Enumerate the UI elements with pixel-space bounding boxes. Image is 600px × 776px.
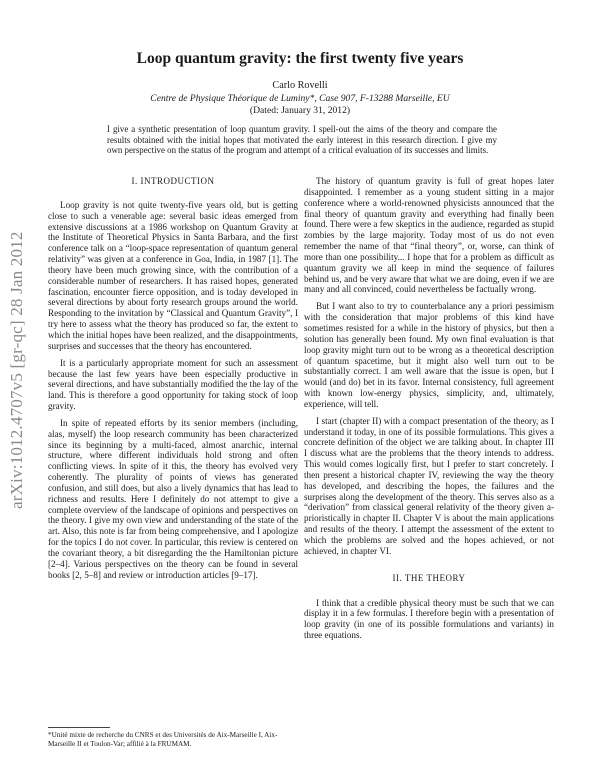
section-heading-introduction: I. INTRODUCTION	[131, 176, 215, 186]
intro-paragraph-5: But I want also to try to counterbalance any a priori pessimism with the consideration that major problems of this kind have sometimes resisted for a while in the history of physics, but then a solution has generally been found. My own final evaluation is that loop gravity might turn out to be wrong as a theoretical description of quantum spacetime, but it might also well turn out to be substantially correct. I am well aware that the issue is open, but I would (and do) bet in its favor. Internal consistency, full agreement with known low-energy physics, simplicity, and, ultimately, experience, will tell.	[304, 301, 554, 409]
intro-paragraph-1: Loop gravity is not quite twenty-five years old, but is getting close to such a venerable age: several basic ideas emerged from extensive discussions at a 1986 workshop on Quantum Gravity at the Institute of Theoretical Physics in Santa Barbara, and the first conference talk on a “loop-space representation of quantum general relativity” was given at a conference in Goa, India, in 1987 [1]. The theory have been much growing since, with the contribution of a considerable number of researchers. It has raised hopes, generated fascination, encounter fierce opposition, and is today developed in several directions by about forty research groups around the world. Responding to the invitation by “Classical and Quantum Gravity”, I try here to assess what the theory has produced so far, the extent to which the initial hopes have been realized, and the disappointments, surprises and successes that the theory has encountered.	[48, 199, 298, 351]
section-heading-theory: II. THE THEORY	[392, 572, 466, 583]
intro-paragraph-6: I start (chapter II) with a compact presentation of the theory, as I understand it today, in one of its possible formulations. This gives a concrete definition of the object we are talking about. In chapter III I discuss what are the problems that the theory intends to address. This would comes logically first, but I prefer to start concretely. I then present a historical chapter IV, reviewing the way the theory has developed, and describing the hopes, the failures and the surprises along the development of the theory. This serves also as a “derivation” from classical general relativity of the theory given a-prioristically in chapter II. Chapter V is about the main applications and results of the theory. I attempt the assessment of the extent to which the problems are solved and the hopes achieved, or not achieved, in chapter VI.	[304, 415, 554, 556]
author-affiliation: Centre de Physique Théorique de Luminy*, Case 907, F-13288 Marseille, EU	[150, 93, 450, 104]
theory-paragraph-1: I think that a credible physical theory must be such that we can display it in a few formulas. I therefore begin with a presentation of loop gravity (in one of its possible formulations and variants) in three equations.	[304, 597, 554, 641]
intro-paragraph-2: It is a particularly appropriate moment for such an assessment because the last few years have been especially productive in several directions, and have substantially modified the the lay of the land. This is therefore a good opportunity for taking stock of loop gravity.	[48, 357, 298, 412]
footnote: *Unité mixte de recherche du CNRS et des Universités de Aix-Marseille I, Aix-Marseille II et Toulon-Var; affilié à la FRUMAM.	[48, 731, 278, 748]
author-name: Carlo Rovelli	[272, 80, 328, 91]
paper-title: Loop quantum gravity: the first twenty five years	[136, 50, 464, 67]
right-column	[304, 176, 554, 647]
arxiv-identifier: arXiv:1012.4707v5 [gr-qc] 28 Jan 2012	[7, 231, 26, 509]
left-column	[48, 176, 298, 587]
abstract: I give a synthetic presentation of loop quantum gravity. I spell-out the aims of the theory and compare the results obtained with the initial hopes that motivated the early interest in this research direction. I give my own perspective on the status of the program and attempt of a critical evaluation of its successes and limits.	[107, 124, 497, 156]
footnote-divider	[48, 727, 110, 728]
intro-paragraph-4: The history of quantum gravity is full of great hopes later disappointed. I remember as a young student sitting in a major conference where a world-renowned physicists announced that the final theory of quantum gravity and everything had finally been found. There were a few skeptics in the audience, regarded as stupid zombies by the large majority. Today most of us do not even remember the name of that “final theory”, or, worse, can think of more than one possibility... I hope that for a problem as difficult as quantum gravity we all keep in mind the sequence of failures behind us, and be very aware that what we are doing, even if we are many and all convinced, could nevertheless be factually wrong.	[304, 176, 554, 295]
date-line: (Dated: January 31, 2012)	[249, 105, 351, 116]
intro-paragraph-3: In spite of repeated efforts by its senior members (including, alas, myself) the loop research community has been characterized since its beginning by a multi-faced, almost anarchic, internal structure, where different individuals hold strong and often conflicting views. In spite of it this, the theory has evolved very coherently. The plurality of points of views has generated confusion, and still does, but also a lively dynamics that has lead to richness and results. Here I definitely do not attempt to give a complete overview of the landscape of opinions and perspectives on the theory. I give my own view and understanding of the state of the art. Also, this note is far from being comprehensive, and I apologize for the topics I do not cover. In particular, this review is centered on the covariant theory, a bit disregarding the the Hamiltonian picture [2–4]. Various perspectives on the theory can be found in several books [2, 5–8] and review or introduction articles [9–17].	[48, 417, 298, 580]
